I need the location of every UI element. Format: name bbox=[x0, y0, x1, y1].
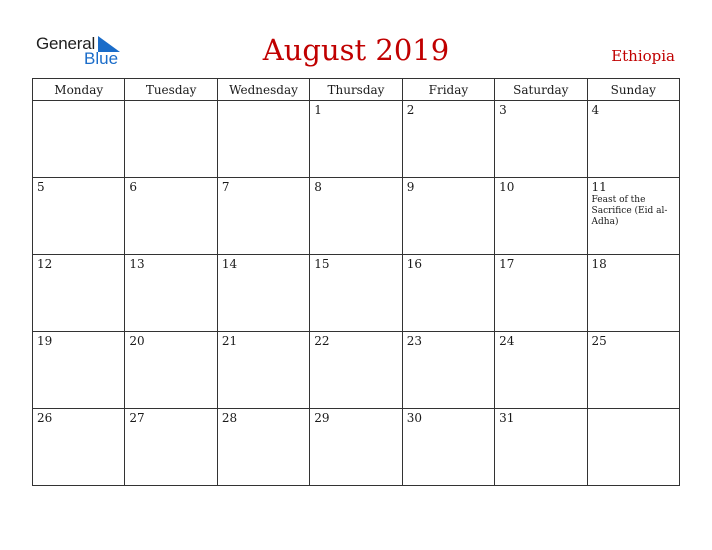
weekday-header-sunday: Sunday bbox=[587, 79, 679, 101]
weekday-header-thursday: Thursday bbox=[310, 79, 402, 101]
day-number bbox=[33, 101, 124, 103]
day-cell bbox=[217, 255, 309, 332]
calendar-week-row bbox=[33, 332, 680, 409]
weekday-header-tuesday: Tuesday bbox=[125, 79, 217, 101]
day-cell bbox=[33, 332, 125, 409]
day-cell bbox=[402, 332, 494, 409]
day-cell bbox=[33, 255, 125, 332]
day-number: 26 bbox=[37, 411, 53, 425]
day-cell bbox=[125, 101, 217, 178]
day-cell bbox=[125, 255, 217, 332]
day-cell bbox=[402, 255, 494, 332]
day-number: 28 bbox=[221, 411, 238, 425]
day-number bbox=[218, 101, 309, 103]
day-number: 21 bbox=[221, 334, 238, 348]
weekday-header-friday: Friday bbox=[402, 79, 494, 101]
day-number: 30 bbox=[406, 411, 422, 425]
day-number: 24 bbox=[499, 334, 515, 348]
day-number bbox=[588, 409, 679, 411]
day-number: 14 bbox=[221, 257, 238, 271]
day-number: 4 bbox=[591, 103, 600, 117]
weekday-header-wednesday: Wednesday bbox=[217, 79, 309, 101]
day-number: 22 bbox=[314, 334, 330, 348]
day-cell bbox=[217, 332, 309, 409]
day-cell bbox=[310, 255, 402, 332]
calendar-week-row bbox=[33, 409, 680, 486]
day-cell bbox=[587, 332, 679, 409]
day-number: 5 bbox=[37, 180, 45, 194]
day-cell bbox=[495, 409, 587, 486]
day-number: 1 bbox=[314, 103, 322, 117]
day-cell bbox=[310, 101, 402, 178]
day-number: 6 bbox=[129, 180, 138, 194]
weekday-header-saturday: Saturday bbox=[495, 79, 587, 101]
day-number: 11 bbox=[591, 180, 607, 194]
day-number: 13 bbox=[129, 257, 145, 271]
day-cell bbox=[402, 101, 494, 178]
logo-blue-text: Blue bbox=[84, 49, 119, 68]
calendar-week-row bbox=[33, 255, 680, 332]
day-cell bbox=[495, 255, 587, 332]
day-number: 12 bbox=[37, 257, 53, 271]
day-number: 2 bbox=[406, 103, 415, 117]
calendar-week-row bbox=[33, 101, 680, 178]
day-cell bbox=[217, 409, 309, 486]
day-cell bbox=[125, 409, 217, 486]
day-cell bbox=[125, 332, 217, 409]
day-number: 10 bbox=[499, 180, 515, 194]
calendar-week-row bbox=[33, 178, 680, 255]
calendar-title: August 2019 bbox=[262, 33, 450, 67]
day-number: 16 bbox=[406, 257, 422, 271]
holiday-label: Feast of the Sacrifice (Eid al-Adha) bbox=[591, 195, 668, 227]
day-cell bbox=[587, 255, 679, 332]
day-number: 27 bbox=[129, 411, 145, 425]
day-number: 18 bbox=[591, 257, 607, 271]
day-cell bbox=[33, 101, 125, 178]
day-number: 17 bbox=[499, 257, 515, 271]
day-number: 23 bbox=[406, 334, 422, 348]
day-number: 9 bbox=[406, 180, 415, 194]
country-label: Ethiopia bbox=[611, 47, 675, 65]
day-cell bbox=[217, 101, 309, 178]
month-calendar bbox=[32, 78, 680, 486]
day-cell bbox=[125, 178, 217, 255]
day-number: 20 bbox=[129, 334, 145, 348]
day-cell bbox=[495, 178, 587, 255]
day-cell bbox=[217, 178, 309, 255]
weekday-header-row bbox=[33, 79, 680, 101]
day-number: 8 bbox=[314, 180, 322, 194]
day-cell bbox=[310, 409, 402, 486]
day-cell bbox=[587, 409, 679, 486]
day-cell bbox=[310, 178, 402, 255]
day-cell bbox=[33, 178, 125, 255]
day-cell-holiday bbox=[587, 178, 679, 255]
day-number: 25 bbox=[591, 334, 607, 348]
weekday-header-monday: Monday bbox=[33, 79, 125, 101]
day-cell bbox=[402, 409, 494, 486]
day-cell bbox=[495, 101, 587, 178]
day-cell bbox=[495, 332, 587, 409]
logo-general-text: General bbox=[36, 34, 96, 53]
day-cell bbox=[402, 178, 494, 255]
day-cell bbox=[310, 332, 402, 409]
day-number: 19 bbox=[37, 334, 53, 348]
day-number: 15 bbox=[314, 257, 330, 271]
day-number: 7 bbox=[221, 180, 230, 194]
day-cell bbox=[33, 409, 125, 486]
day-number: 31 bbox=[499, 411, 515, 425]
day-cell bbox=[587, 101, 679, 178]
day-number bbox=[125, 101, 216, 103]
day-number: 3 bbox=[499, 103, 507, 117]
day-number: 29 bbox=[314, 411, 330, 425]
